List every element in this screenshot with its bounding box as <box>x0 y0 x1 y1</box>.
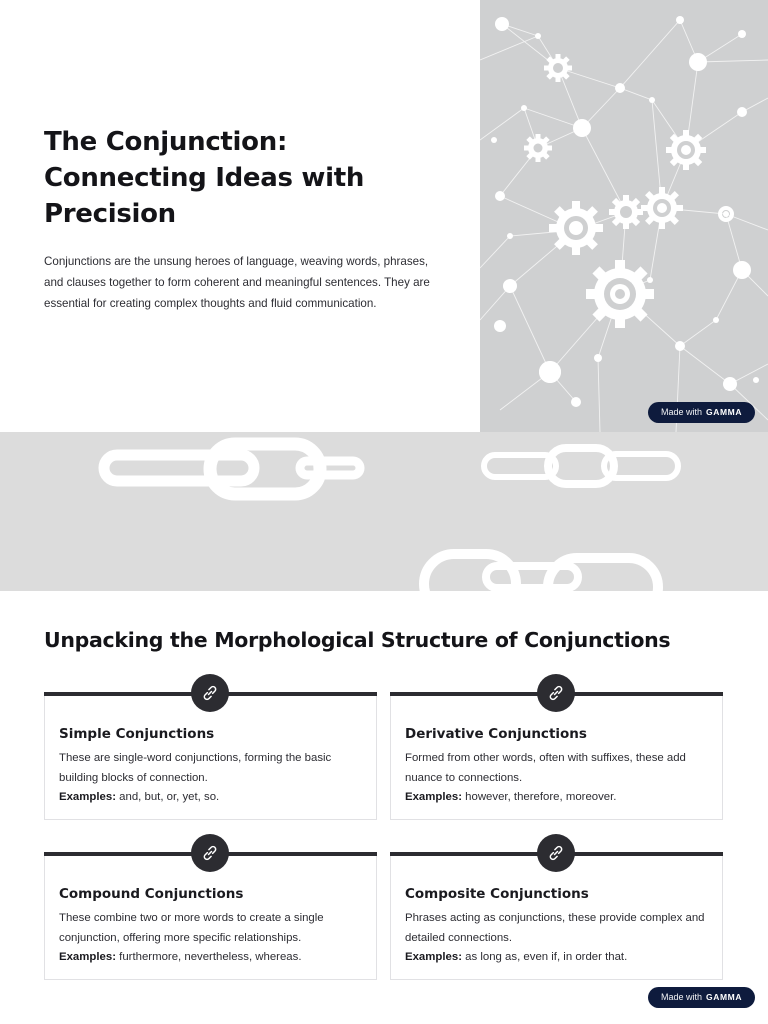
examples-text: however, therefore, moreover. <box>465 791 617 803</box>
card-composite-conjunctions <box>390 852 723 980</box>
card-simple-conjunctions <box>44 692 377 820</box>
made-with-gamma-badge[interactable] <box>648 987 755 1008</box>
title-slide <box>0 0 768 432</box>
examples-label: Examples: <box>405 951 462 963</box>
card-title: Composite Conjunctions <box>405 886 589 902</box>
card-title: Derivative Conjunctions <box>405 726 587 742</box>
link-icon <box>537 834 575 872</box>
examples-text: as long as, even if, in order that. <box>465 951 628 963</box>
link-icon <box>537 674 575 712</box>
badge-made-with-label: Made with <box>661 407 703 417</box>
card-examples <box>59 948 364 967</box>
link-icon <box>191 834 229 872</box>
card-title: Simple Conjunctions <box>59 726 215 742</box>
network-gears-illustration <box>480 0 768 432</box>
card-description: Formed from other words, often with suffixes, these add nuance to connections. <box>405 752 686 784</box>
card-examples <box>405 788 710 807</box>
link-icon <box>191 674 229 712</box>
card-compound-conjunctions <box>44 852 377 980</box>
examples-label: Examples: <box>59 951 116 963</box>
card-description: Phrases acting as conjunctions, these provide complex and detailed connections. <box>405 912 705 944</box>
page-title: The Conjunction: Connecting Ideas with Precision <box>44 127 365 229</box>
examples-text: furthermore, nevertheless, whereas. <box>119 951 302 963</box>
chain-links-illustration <box>0 432 768 591</box>
card-description: These combine two or more words to create a single conjunction, offering more specific relationships. <box>59 912 324 944</box>
gamma-logo: GAMMA <box>706 992 743 1002</box>
badge-made-with-label: Made with <box>661 992 703 1002</box>
card-title: Compound Conjunctions <box>59 886 244 902</box>
card-description: These are single-word conjunctions, forming the basic building blocks of connection. <box>59 752 332 784</box>
examples-label: Examples: <box>405 791 462 803</box>
intro-paragraph: Conjunctions are the unsung heroes of language, weaving words, phrases, and clauses together to form coherent and meaningful sentences. They are essential for creating complex thoughts and fluid communication. <box>44 255 430 310</box>
gamma-logo: GAMMA <box>706 407 743 417</box>
examples-label: Examples: <box>59 791 116 803</box>
section-title: Unpacking the Morphological Structure of Conjunctions <box>44 628 671 652</box>
card-derivative-conjunctions <box>390 692 723 820</box>
card-examples <box>59 788 364 807</box>
made-with-gamma-badge[interactable] <box>648 402 755 423</box>
card-examples <box>405 948 710 967</box>
examples-text: and, but, or, yet, so. <box>119 791 220 803</box>
